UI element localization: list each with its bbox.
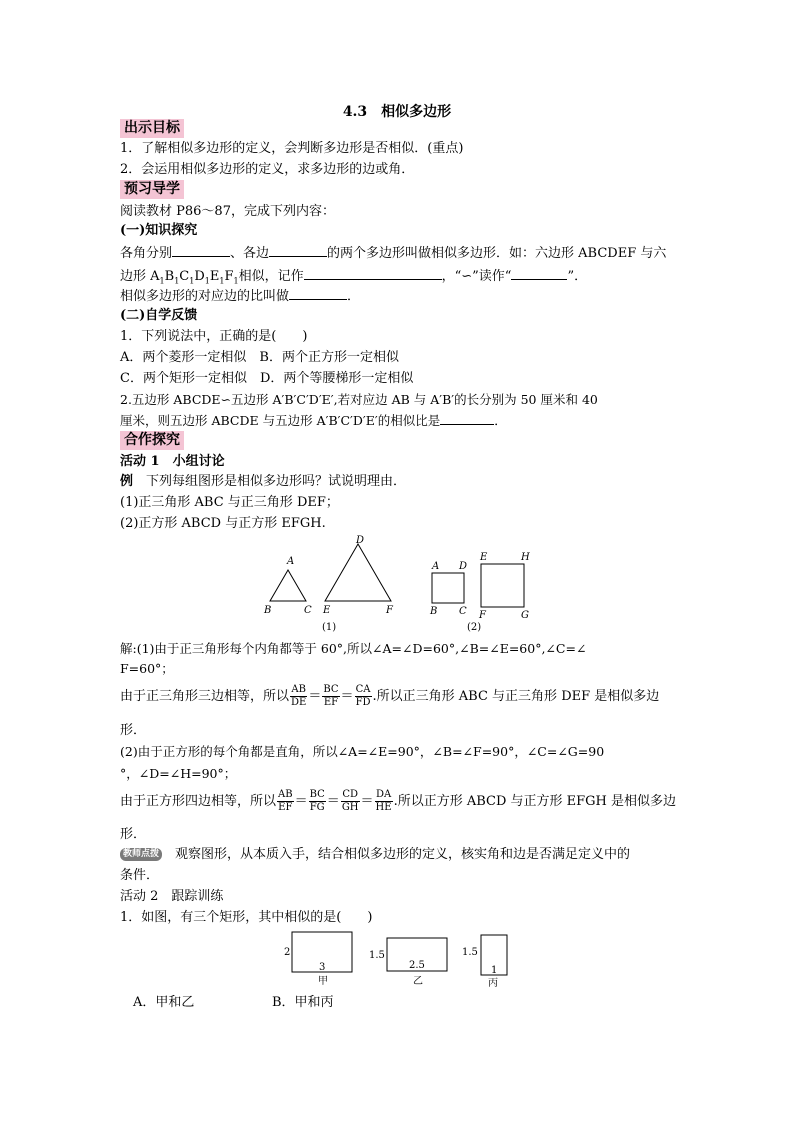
example-label: 例	[120, 474, 134, 489]
activity2-heading: 活动 2 跟踪训练	[120, 889, 224, 904]
rect-bing	[462, 935, 507, 989]
teacher-hint-line-2: 条件．	[120, 868, 160, 883]
label-B-sq: B	[430, 606, 438, 617]
triangle-ratio-fractions	[289, 684, 373, 708]
sq-fraction-1	[309, 789, 326, 814]
solution-line-5: (2)由于正方形的每个角都是直角，所以∠A=∠E=90°，∠B=∠F=90°，∠C=∠G=90	[120, 744, 605, 759]
label-G-sq: G	[521, 610, 529, 621]
k1-text-b: 、各边	[230, 246, 270, 261]
feedback-q2-line-2	[120, 412, 507, 430]
solution-line-4: 形．	[120, 723, 147, 738]
tri-equals-2: ＝	[340, 689, 354, 704]
example-line	[120, 473, 406, 491]
feedback-q1-options-cd: C．两个矩形一定相似 D．两个等腰梯形一定相似	[120, 371, 414, 386]
square-abcd	[432, 573, 464, 603]
large-square	[478, 552, 530, 621]
solution-line-6: °，∠D=∠H=90°；	[120, 766, 237, 781]
label-D-tri: D	[356, 535, 365, 546]
example-figure	[255, 535, 555, 635]
sq-equals-3: ＝	[360, 794, 374, 809]
activity2-option-a: A．甲和乙	[133, 995, 195, 1010]
activity1-heading: 活动 1 小组讨论	[120, 454, 225, 469]
feedback-q1-options-ab: A．两个菱形一定相似 B．两个正方形一定相似	[120, 350, 399, 365]
k2-f: F	[224, 269, 234, 284]
rect-bing-name: 丙	[488, 978, 498, 989]
k2-sub6: 1	[233, 276, 239, 286]
sq-numerator-1: BC	[309, 789, 325, 800]
label-E-sq: E	[480, 552, 488, 563]
q2-c: ．	[494, 413, 507, 428]
k2-sub4: 1	[204, 276, 210, 286]
sq-denominator-0: EF	[278, 802, 293, 813]
section-preview-tag-line	[120, 180, 184, 199]
sq-numerator-2: CD	[342, 789, 358, 800]
k2-sub3: 1	[189, 276, 195, 286]
k2-sub1: 1	[159, 276, 165, 286]
k2-c: C	[179, 269, 190, 284]
rect-yi-name: 乙	[413, 976, 423, 987]
k2-g: 相似，记作	[238, 269, 304, 284]
k2-h: ，“∽”读作“	[441, 269, 512, 284]
k3-a: 相似多边形的对应边的比叫做	[120, 289, 290, 304]
sq-denominator-3: HE	[375, 802, 392, 813]
blank-angles[interactable]	[172, 244, 230, 257]
triangle-abc	[270, 570, 306, 601]
tri-fraction-2	[355, 684, 372, 709]
rect-jia-name: 甲	[318, 976, 328, 987]
section-goals-tag: 出示目标	[120, 119, 184, 138]
sq-denominator-1: FG	[309, 802, 325, 813]
label-H-sq: H	[521, 552, 530, 563]
hint-text-a: 观察图形，从本质入手，结合相似多边形的定义，核实角和边是否满足定义中的	[162, 847, 631, 862]
label-F-tri: F	[386, 605, 393, 616]
small-triangle	[263, 556, 312, 616]
k2-sub2: 1	[174, 276, 180, 286]
section-coop-tag: 合作探究	[120, 431, 184, 450]
k3-b: ．	[347, 289, 361, 304]
rect-jia-side: 2	[284, 947, 291, 958]
knowledge-heading: (一)知识探究	[120, 223, 198, 238]
rect-jia-bottom: 3	[319, 962, 326, 973]
sol2-a: 由于正三角形三边相等，所以	[120, 689, 290, 704]
activity2-q1: 1．如图，有三个矩形，其中相似的是( )	[120, 910, 373, 925]
k2-sub5: 1	[219, 276, 225, 286]
activity2-option-b: B．甲和丙	[272, 995, 334, 1010]
small-square	[429, 561, 467, 617]
k2-b: B	[164, 269, 175, 284]
goal-1: 1．了解相似多边形的定义，会判断多边形是否相似．(重点)	[120, 141, 464, 156]
blank-similarity-ratio[interactable]	[440, 412, 494, 425]
tri-denominator-1: EF	[323, 697, 339, 708]
solution-line-2: F=60°；	[120, 661, 174, 676]
teacher-hint-badge: 教师点拨	[120, 848, 162, 861]
example-text: 下列每组图形是相似多边形吗？试说明理由．	[133, 474, 407, 489]
solution-line-1: 解:(1)由于正三角形每个内角都等于 60°,所以∠A=∠D=60°,∠B=∠E=60°,∠C=∠	[120, 641, 587, 656]
square-ratio-fractions	[276, 789, 394, 813]
rect-yi	[369, 938, 447, 987]
solution-line-8: 形．	[120, 827, 147, 842]
tri-fraction-1	[322, 684, 339, 709]
rect-yi-side: 1.5	[369, 950, 385, 961]
example-item-1: (1)正三角形 ABC 与正三角形 DEF；	[120, 495, 339, 510]
tri-fraction-0	[290, 684, 307, 709]
k2-e: E	[209, 269, 220, 284]
k1-text-c: 的两个多边形叫做相似多边形．如：六边形 ABCDEF 与六	[327, 246, 667, 261]
section-coop-tag-line	[120, 431, 184, 450]
teacher-hint-line-1	[120, 846, 630, 864]
sol4-b: .所以正方形 ABCD 与正方形 EFGH 是相似多边	[393, 794, 677, 809]
figure1-caption: (1)	[322, 622, 337, 633]
q2-b: 厘米，则五边形 ABCDE 与五边形 A′B′C′D′E′的相似比是	[120, 413, 441, 428]
triangle-def	[325, 544, 391, 601]
label-B-tri: B	[264, 605, 272, 616]
knowledge-line-1	[120, 244, 666, 263]
rect-bing-bottom: 1	[491, 965, 498, 976]
blank-reading[interactable]	[511, 267, 567, 280]
solution-line-7	[120, 789, 676, 815]
sq-fraction-3	[375, 789, 393, 814]
square-efgh	[481, 564, 524, 607]
section-goals-tag-line	[120, 119, 184, 138]
tri-numerator-0: AB	[291, 684, 306, 695]
rect-bing-side: 1.5	[462, 947, 478, 958]
k2-d: D	[194, 269, 205, 284]
rect-jia	[284, 932, 352, 987]
solution-line-3	[120, 684, 659, 710]
sq-fraction-2	[341, 789, 360, 814]
page-title: 4.3 相似多边形	[342, 104, 452, 120]
figure2-caption: (2)	[467, 622, 482, 633]
feedback-q2-line-1: 2.五边形 ABCDE∽五边形 A′B′C′D′E′,若对应边 AB 与 A′B′的长分别为 50 厘米和 40	[120, 392, 598, 407]
blank-notation[interactable]	[304, 267, 442, 280]
sq-numerator-3: DA	[375, 789, 392, 800]
label-D-sq: D	[459, 561, 468, 572]
sol4-a: 由于正方形四边相等，所以	[120, 794, 277, 809]
sq-numerator-0: AB	[278, 789, 293, 800]
label-C-tri: C	[304, 605, 312, 616]
tri-numerator-1: BC	[323, 684, 339, 695]
blank-sides[interactable]	[269, 244, 327, 257]
reading-instruction: 阅读教材 P86～87，完成下列内容：	[120, 204, 335, 219]
section-preview-tag: 预习导学	[120, 180, 184, 199]
tri-denominator-2: FD	[355, 697, 371, 708]
sq-denominator-2: GH	[341, 802, 359, 813]
label-E-tri: E	[323, 605, 331, 616]
label-A-tri: A	[287, 556, 295, 567]
feedback-q1: 1．下列说法中，正确的是( )	[120, 329, 308, 344]
blank-ratio[interactable]	[289, 287, 347, 300]
label-F-sq: F	[479, 610, 486, 621]
k2-i: ”．	[567, 269, 588, 284]
rect-yi-bottom: 2.5	[409, 960, 425, 971]
sq-equals-1: ＝	[294, 794, 308, 809]
sq-equals-2: ＝	[326, 794, 340, 809]
large-triangle	[322, 535, 394, 616]
rectangles-figure	[280, 928, 520, 990]
goal-2: 2．会运用相似多边形的定义，求多边形的边或角．	[120, 162, 415, 177]
sol2-b: .所以正三角形 ABC 与正三角形 DEF 是相似多边	[372, 689, 660, 704]
k2-a: 边形 A	[120, 269, 160, 284]
example-item-2: (2)正方形 ABCD 与正方形 EFGH.	[120, 516, 326, 531]
sq-fraction-0	[277, 789, 294, 814]
feedback-heading: (二)自学反馈	[120, 308, 198, 323]
tri-denominator-0: DE	[291, 697, 307, 708]
tri-equals-1: ＝	[308, 689, 322, 704]
tri-numerator-2: CA	[355, 684, 371, 695]
label-A-sq: A	[432, 561, 440, 572]
label-C-sq: C	[459, 606, 467, 617]
k1-text-a: 各角分别	[120, 246, 173, 261]
knowledge-line-3	[120, 287, 360, 306]
